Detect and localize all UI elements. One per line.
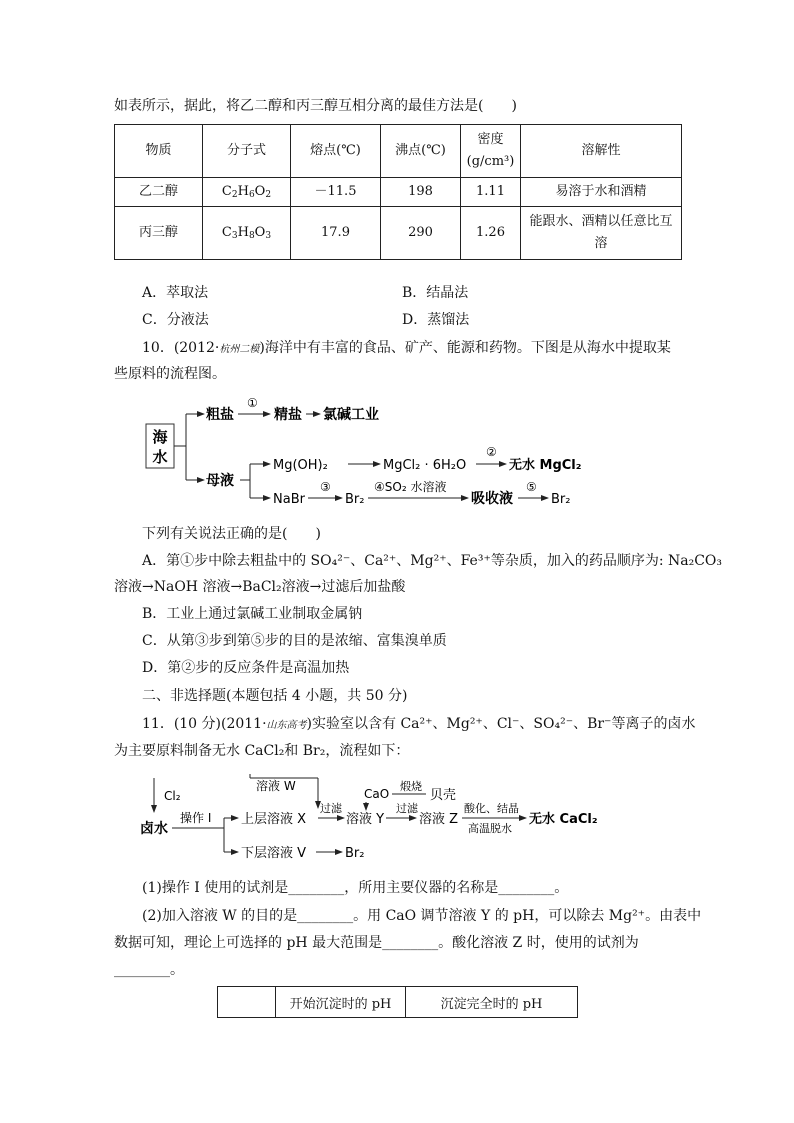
solution-y: 溶液 Y bbox=[346, 812, 385, 827]
mother-liquor: 母液 bbox=[206, 473, 234, 489]
cell-bp: 198 bbox=[381, 178, 461, 207]
cell-solubility-line2: 溶 bbox=[594, 236, 608, 251]
ph-table bbox=[217, 986, 578, 1018]
cell-solubility bbox=[521, 207, 682, 260]
brine: 卤水 bbox=[140, 821, 168, 837]
filter-2: 过滤 bbox=[396, 802, 418, 815]
q11-stem-line2: 为主要原料制备无水 CaCl₂和 Br₂，流程如下： bbox=[114, 743, 410, 759]
step-3: ③ bbox=[320, 480, 331, 494]
brine-flow-diagram bbox=[140, 772, 610, 868]
q10-stem-rest: )海洋中有丰富的食品、矿产、能源和药物。下图是从海水中提取某 bbox=[259, 340, 671, 356]
q10-option-a-line2: 溶液→NaOH 溶液→BaCl₂溶液→过滤后加盐酸 bbox=[114, 579, 406, 595]
header-density bbox=[461, 125, 521, 178]
br2: Br₂ bbox=[345, 846, 365, 861]
header-boiling-point: 沸点(℃) bbox=[381, 125, 461, 178]
operation-1: 操作 Ⅰ bbox=[180, 811, 212, 825]
q11-source: 山东高考 bbox=[266, 720, 307, 731]
solution-z: 溶液 Z bbox=[419, 812, 459, 827]
upper-solution-x: 上层溶液 X bbox=[241, 812, 307, 827]
ph-header-start: 开始沉淀时的 pH bbox=[276, 987, 406, 1018]
lower-solution-v: 下层溶液 V bbox=[241, 846, 307, 861]
crude-salt: 粗盐 bbox=[206, 407, 234, 423]
high-temp-dehydrate: 高温脱水 bbox=[468, 822, 512, 835]
q11-number: 11．(10 分)(2011· bbox=[142, 716, 267, 732]
q11-part2-line2: 数据可知，理论上可选择的 pH 最大范围是________。酸化溶液 Z 时，使用的试剂为 bbox=[114, 935, 639, 951]
header-density-unit: (g/cm³) bbox=[466, 154, 515, 169]
q10-option-d: D．第②步的反应条件是高温加热 bbox=[142, 660, 350, 676]
table-row bbox=[115, 207, 682, 260]
refined-salt: 精盐 bbox=[274, 407, 302, 423]
absorbing-solution: 吸收液 bbox=[471, 491, 513, 507]
cell-mp: 17.9 bbox=[291, 207, 381, 260]
q10-option-c: C．从第③步到第⑤步的目的是浓缩、富集溴单质 bbox=[142, 633, 447, 649]
cell-mp: －11.5 bbox=[291, 178, 381, 207]
q9-stem: 如表所示，据此，将乙二醇和丙三醇互相分离的最佳方法是( ) bbox=[114, 98, 517, 114]
header-substance: 物质 bbox=[115, 125, 203, 178]
q10-prompt: 下列有关说法正确的是( ) bbox=[142, 526, 321, 542]
acidify-crystallize: 酸化、结晶 bbox=[464, 802, 519, 815]
cell-formula: $C_2H_6O_2$ bbox=[203, 178, 291, 207]
seawater-label-1: 海 bbox=[152, 428, 168, 446]
q9-option-b: B．结晶法 bbox=[402, 285, 469, 301]
q10-stem-line2: 些原料的流程图。 bbox=[114, 366, 226, 382]
q11-stem-rest: )实验室以含有 Ca²⁺、Mg²⁺、Cl⁻、SO₄²⁻、Br⁻等离子的卤水 bbox=[306, 716, 696, 732]
cell-name: 丙三醇 bbox=[115, 207, 203, 260]
header-melting-point: 熔点(℃) bbox=[291, 125, 381, 178]
chlor-alkali: 氯碱工业 bbox=[323, 407, 379, 423]
cell-name: 乙二醇 bbox=[115, 178, 203, 207]
mgcl2-hydrate: MgCl₂ · 6H₂O bbox=[383, 458, 467, 473]
nabr: NaBr bbox=[273, 492, 305, 507]
q10-option-a-line1: A．第①步中除去粗盐中的 SO₄²⁻、Ca²⁺、Mg²⁺、Fe³⁺等杂质，加入的药品顺序为: Na₂CO₃ bbox=[142, 553, 723, 569]
br2-a: Br₂ bbox=[345, 492, 365, 507]
q11-part2-line1: (2)加入溶液 W 的目的是________。用 CaO 调节溶液 Y 的 pH，可以除去 Mg²⁺。由表中 bbox=[142, 908, 702, 924]
cell-density: 1.26 bbox=[461, 207, 521, 260]
cl2: Cl₂ bbox=[164, 789, 181, 803]
q11-part2-line3: ________。 bbox=[114, 962, 184, 978]
cell-formula: $C_3H_8O_3$ bbox=[203, 207, 291, 260]
step-4: ④SO₂ 水溶液 bbox=[374, 480, 447, 494]
header-solubility: 溶解性 bbox=[521, 125, 682, 178]
header-density-label: 密度 bbox=[477, 132, 504, 147]
step-5: ⑤ bbox=[526, 480, 537, 494]
q11-part1: (1)操作 Ⅰ 使用的试剂是________，所用主要仪器的名称是________。 bbox=[142, 880, 569, 896]
mg-oh-2: Mg(OH)₂ bbox=[273, 458, 328, 473]
q10-stem bbox=[142, 338, 671, 360]
q11-stem bbox=[142, 714, 695, 736]
cell-solubility: 易溶于水和酒精 bbox=[521, 178, 682, 207]
seawater-flow-diagram bbox=[140, 392, 610, 516]
header-formula: 分子式 bbox=[203, 125, 291, 178]
table-header-row bbox=[115, 125, 682, 178]
q10-option-b: B．工业上通过氯碱工业制取金属钠 bbox=[142, 606, 363, 622]
q9-option-a: A．萃取法 bbox=[142, 285, 209, 301]
step-2: ② bbox=[486, 445, 497, 459]
section-heading: 二、非选择题(本题包括 4 小题，共 50 分) bbox=[142, 688, 408, 704]
step-1: ① bbox=[247, 396, 258, 410]
seawater-label-2: 水 bbox=[152, 448, 168, 466]
ph-header-empty bbox=[218, 987, 276, 1018]
q10-number: 10．(2012· bbox=[142, 340, 220, 356]
filter-1: 过滤 bbox=[320, 802, 342, 815]
solution-w: 溶液 W bbox=[256, 779, 296, 793]
properties-table bbox=[114, 124, 682, 260]
anhydrous-cacl2: 无水 CaCl₂ bbox=[529, 812, 598, 827]
table-header-row bbox=[218, 987, 578, 1018]
cell-density: 1.11 bbox=[461, 178, 521, 207]
q9-option-d: D．蒸馏法 bbox=[402, 312, 470, 328]
ph-header-complete: 沉淀完全时的 pH bbox=[406, 987, 578, 1018]
br2-b: Br₂ bbox=[551, 492, 571, 507]
shell: 贝壳 bbox=[430, 788, 457, 803]
cao: CaO bbox=[364, 787, 390, 801]
anhydrous-mgcl2: 无水 MgCl₂ bbox=[509, 458, 582, 473]
cell-solubility-line1: 能跟水、酒精以任意比互 bbox=[529, 214, 673, 229]
calcine: 煅烧 bbox=[400, 780, 422, 793]
q10-source: 杭州二模 bbox=[219, 344, 260, 355]
cell-bp: 290 bbox=[381, 207, 461, 260]
table-row bbox=[115, 178, 682, 207]
q9-option-c: C．分液法 bbox=[142, 312, 209, 328]
